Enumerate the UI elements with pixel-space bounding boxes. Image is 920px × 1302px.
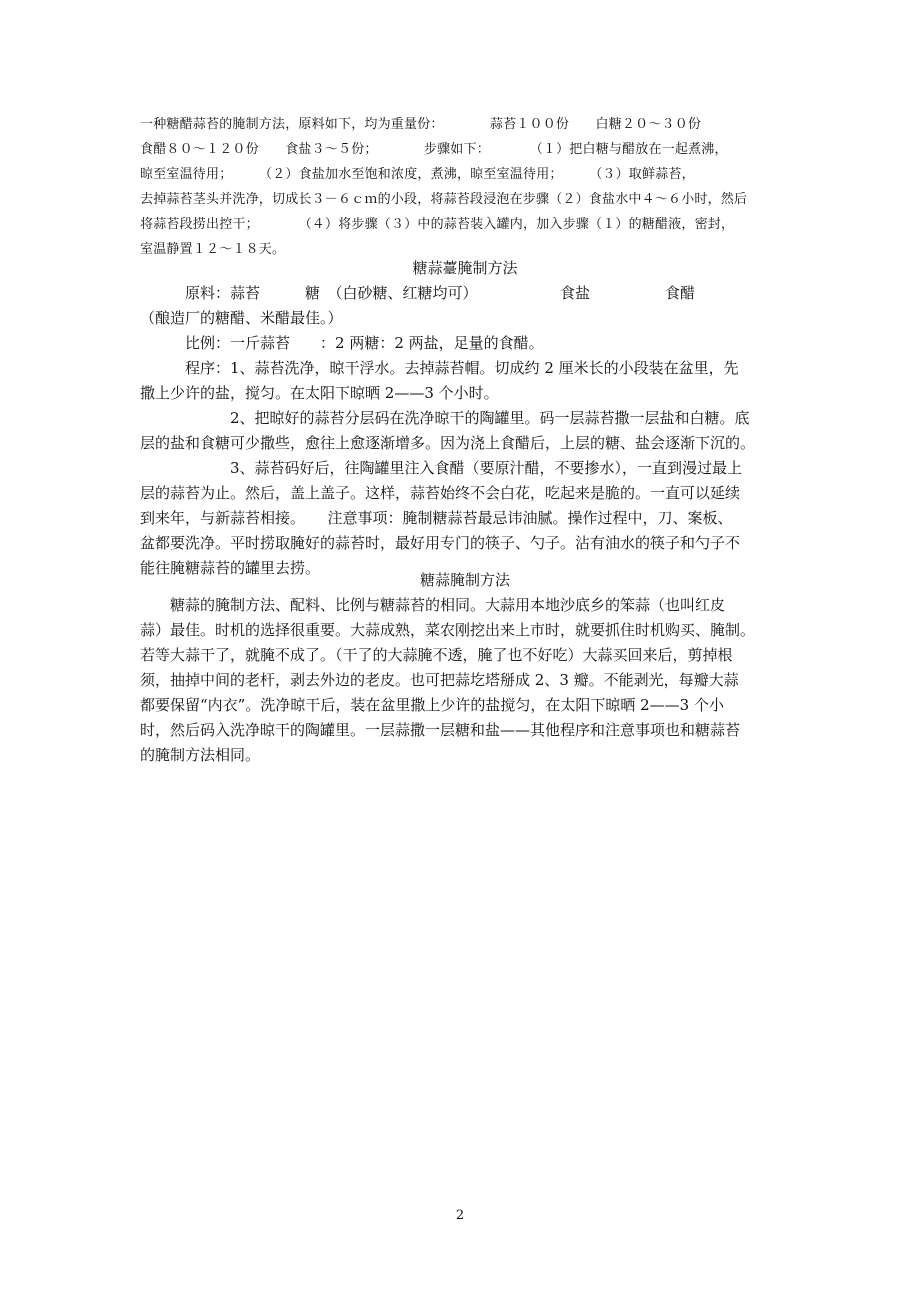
- text-line: 室温静置１２～１８天。: [140, 242, 286, 257]
- text-line: 去掉蒜苔茎头并洗净，切成长３－６ｃｍ的小段，将蒜苔段浸泡在步骤（２）食盐水中４～６小时，然后: [140, 192, 748, 207]
- page-number: 2: [455, 1208, 465, 1223]
- section-title: 糖蒜薹腌制方法: [412, 259, 518, 277]
- text-line: 时，然后码入洗净晾干的陶罐里。一层蒜撒一层糖和盐——其他程序和注意事项也和糖蒜苔: [140, 721, 741, 739]
- text-line: 能往腌糖蒜苔的罐里去捞。: [140, 559, 321, 577]
- text-line: 2、把晾好的蒜苔分层码在洗净晾干的陶罐里。码一层蒜苔撒一层盐和白糖。底: [140, 409, 750, 427]
- text-line: 糖蒜的腌制方法、配料、比例与糖蒜苔的相同。大蒜用本地沙底乡的笨蒜（也叫红皮: [140, 596, 726, 614]
- sugar-garlic-scape-section: [140, 256, 790, 581]
- text-line: （酿造厂的糖醋、米醋最佳。）: [140, 309, 343, 327]
- text-line: 程序：1、蒜苔洗净，晾干浮水。去掉蒜苔帽。切成约 2 厘米长的小段装在盆里，先: [140, 359, 739, 377]
- text-line: 到来年，与新蒜苔相接。 注意事项：腌制糖蒜苔最忌讳油腻。操作过程中，刀、案板、: [140, 509, 733, 527]
- text-line: 的腌制方法相同。: [140, 746, 261, 764]
- text-line: 比例：一斤蒜苔 ：2 两糖：2 两盐，足量的食醋。: [140, 334, 544, 352]
- text-line: 都要保留“内衣”。洗净晾干后，装在盆里撒上少许的盐搅匀，在太阳下晾晒 2——3 个小: [140, 696, 724, 714]
- text-line: 将蒜苔段捞出控干； （４）将步骤（３）中的蒜苔装入罐内，加入步骤（１）的糖醋液，密封，: [140, 217, 735, 232]
- text-line: 若等大蒜干了，就腌不成了。（干了的大蒜腌不透，腌了也不好吃）大蒜买回来后，剪掉根: [140, 646, 733, 664]
- text-line: 须，抽掉中间的老杆，剥去外边的老皮。也可把蒜圪塔掰成 2、3 瓣。不能剥光，每瓣大蒜: [140, 671, 739, 689]
- text-line: 蒜）最佳。时机的选择很重要。大蒜成熟，菜农刚挖出来上市时，就要抓住时机购买、腌制。: [140, 621, 756, 639]
- text-line: 3、蒜苔码好后，往陶罐里注入食醋（要原汁醋，不要掺水），一直到漫过最上: [140, 459, 743, 477]
- sugar-garlic-section: [140, 568, 790, 768]
- text-line: 撒上少许的盐，搅匀。在太阳下晾晒 2——3 个小时。: [140, 384, 499, 402]
- text-line: 层的盐和食糖可少撒些，愈往上愈逐渐增多。因为浇上食醋后，上层的糖、盐会逐渐下沉的。: [140, 434, 756, 452]
- text-line: 盆都要洗净。平时捞取腌好的蒜苔时，最好用专门的筷子、勺子。沾有油水的筷子和勺子不: [140, 534, 741, 552]
- text-line: 晾至室温待用； （２）食盐加水至饱和浓度，煮沸，晾至室温待用； （３）取鲜蒜苔，: [140, 167, 695, 182]
- text-line: 原料：蒜苔 糖 （白砂糖、红糖均可） 食盐 食醋: [140, 284, 696, 302]
- section-title: 糖蒜腌制方法: [419, 571, 510, 589]
- text-line: 一种糖醋蒜苔的腌制方法，原料如下，均为重量份： 蒜苔１００份 白糖２０～３０份: [140, 117, 702, 132]
- text-line: 层的蒜苔为止。然后，盖上盖子。这样，蒜苔始终不会白花，吃起来是脆的。一直可以延续: [140, 484, 741, 502]
- text-line: 食醋８０～１２０份 食盐３～５份； 步骤如下： （１）把白糖与醋放在一起煮沸，: [140, 142, 728, 157]
- recipe-sweet-sour-garlic-scape-paragraph: [140, 112, 790, 262]
